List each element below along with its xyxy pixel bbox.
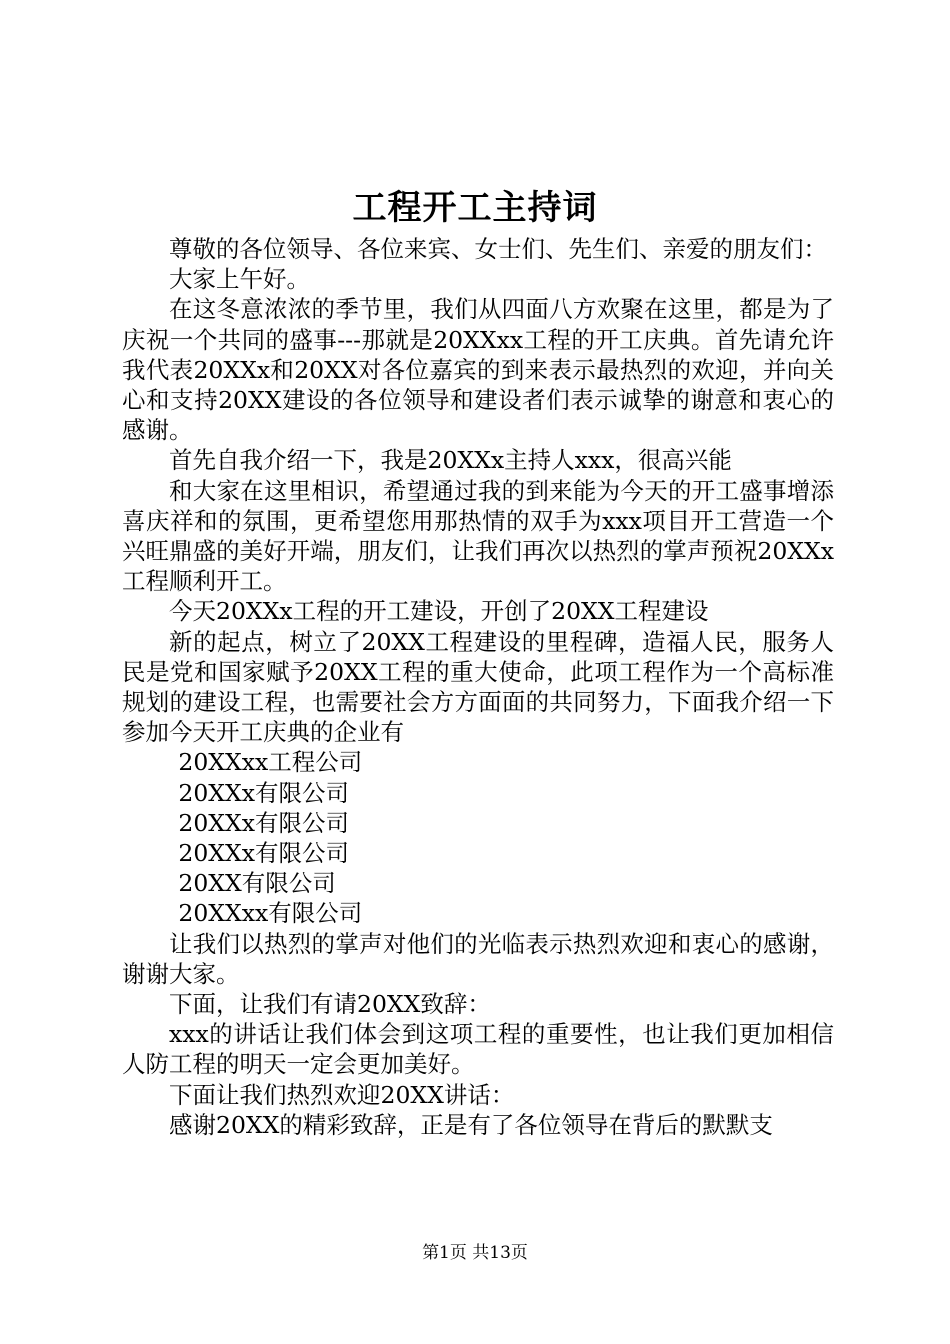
company-list-item: 20XXxx工程公司 bbox=[178, 748, 363, 777]
company-list-item: 20XXx有限公司 bbox=[178, 808, 350, 837]
document-title: 工程开工主持词 bbox=[352, 188, 598, 228]
company-list-item: 20XXxx有限公司 bbox=[178, 899, 363, 928]
paragraph-welcome: 在这冬意浓浓的季节里，我们从四面八方欢聚在这里，都是为了庆祝一个共同的盛事---那就是20XXxx工程的开工庆典。首先请允许我代表20XXx和20XX对各位嘉宾的到来表示最热烈的欢迎，并向关心和支持20XX建设的各位领导和建设者们表示诚挚的谢意和衷心的感谢。 bbox=[122, 295, 834, 445]
paragraph-speech-reflection: xxx的讲话让我们体会到这项工程的重要性，也让我们更加相信人防工程的明天一定会更加美好。 bbox=[122, 1020, 834, 1079]
paragraph-intro-continued: 和大家在这里相识，希望通过我的到来能为今天的开工盛事增添喜庆祥和的氛围，更希望您用那热情的双手为xxx项目开工营造一个兴旺鼎盛的美好开端，朋友们，让我们再次以热烈的掌声预祝20XXx工程顺利开工。 bbox=[122, 476, 834, 596]
paragraph-self-intro: 首先自我介绍一下，我是20XXx主持人xxx，很高兴能 bbox=[169, 446, 732, 475]
page-footer: 第1页 共13页 bbox=[422, 1243, 528, 1263]
paragraph-invite-speech: 下面，让我们有请20XX致辞： bbox=[169, 990, 491, 1019]
paragraph-good-morning: 大家上午好。 bbox=[169, 265, 310, 294]
paragraph-thanks: 感谢20XX的精彩致辞，正是有了各位领导在背后的默默支 bbox=[169, 1110, 773, 1139]
paragraph-applause: 让我们以热烈的掌声对他们的光临表示热烈欢迎和衷心的感谢，谢谢大家。 bbox=[122, 929, 834, 988]
paragraph-construction-start: 今天20XXx工程的开工建设，开创了20XX工程建设 bbox=[169, 597, 709, 626]
paragraph-welcome-speech: 下面让我们热烈欢迎20XX讲话： bbox=[169, 1080, 515, 1109]
company-list-item: 20XXx有限公司 bbox=[178, 778, 350, 807]
company-list-item: 20XXx有限公司 bbox=[178, 839, 350, 868]
document-body bbox=[122, 234, 834, 1140]
paragraph-greeting: 尊敬的各位领导、各位来宾、女士们、先生们、亲爱的朋友们： bbox=[169, 235, 827, 263]
paragraph-milestone: 新的起点，树立了20XX工程建设的里程碑，造福人民，服务人民是党和国家赋予20XX工程的重大使命，此项工程作为一个高标准规划的建设工程，也需要社会方方面面的共同努力，下面我介绍一下参加今天开工庆典的企业有 bbox=[122, 627, 834, 747]
company-list-item: 20XX有限公司 bbox=[178, 869, 336, 898]
